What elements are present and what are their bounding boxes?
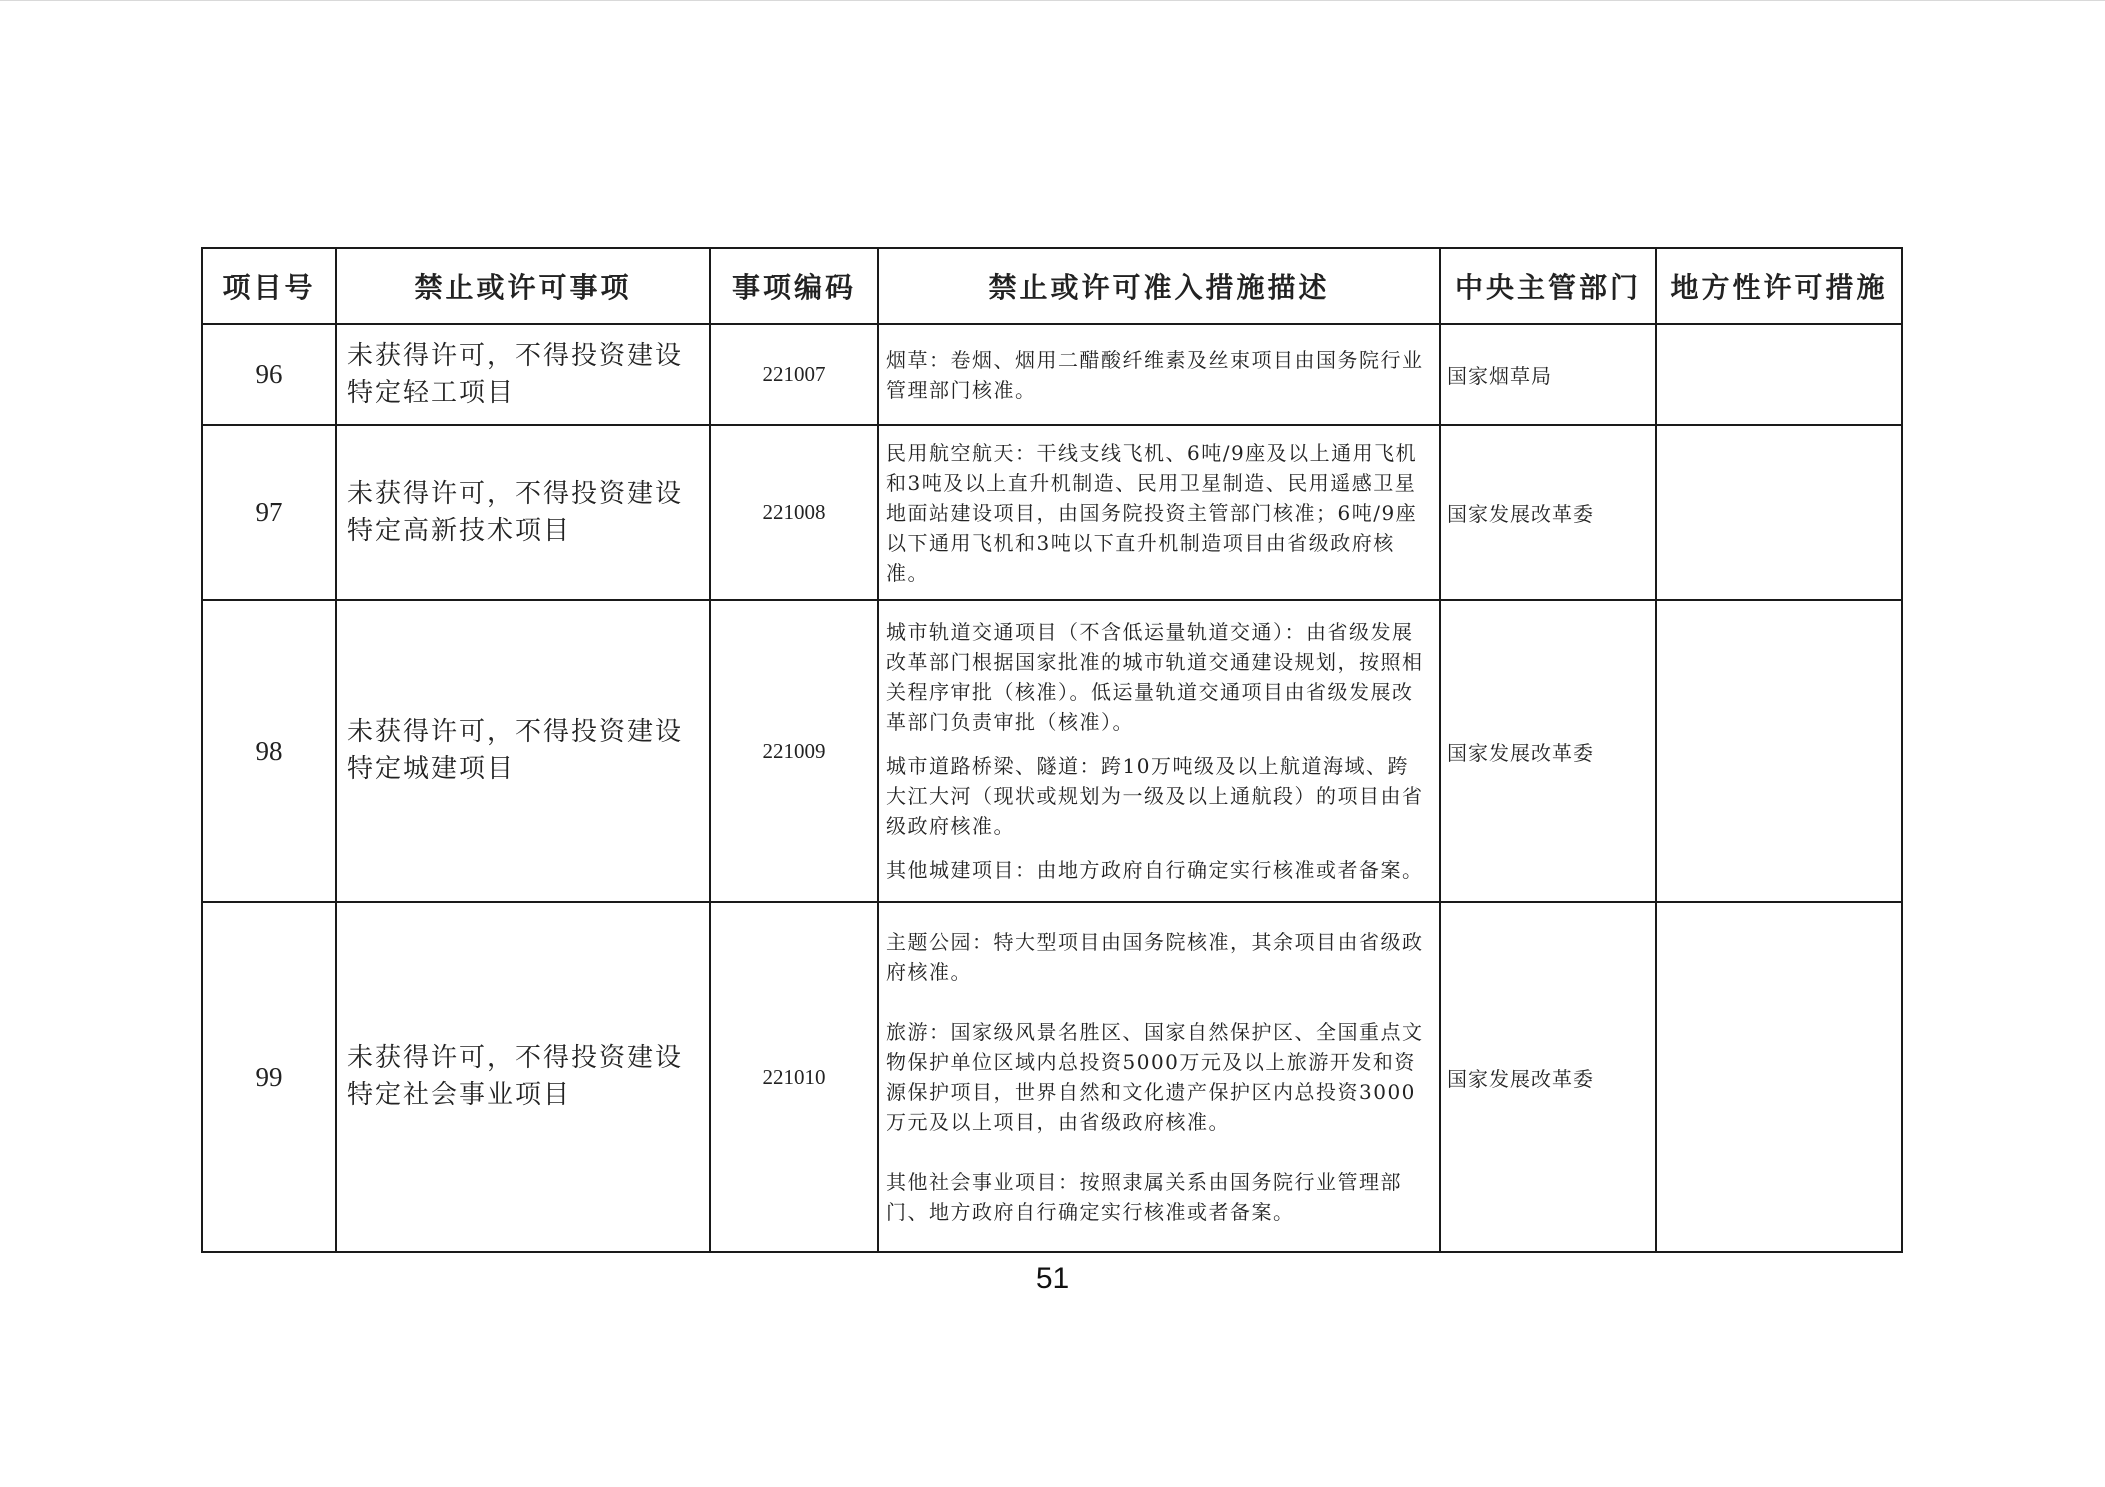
- measure-description: [878, 425, 1440, 600]
- item-name: 未获得许可，不得投资建设特定轻工项目: [336, 324, 710, 425]
- header-item: 禁止或许可事项: [336, 248, 710, 324]
- table-header-row: [202, 248, 1902, 324]
- table-row: [202, 600, 1902, 902]
- header-local-measures: 地方性许可措施: [1656, 248, 1902, 324]
- item-code: 221009: [710, 600, 878, 902]
- central-department: 国家烟草局: [1440, 324, 1656, 425]
- item-name: 未获得许可，不得投资建设特定城建项目: [336, 600, 710, 902]
- description-paragraph: 城市轨道交通项目（不含低运量轨道交通）：由省级发展改革部门根据国家批准的城市轨道交通建设规划，按照相关程序审批（核准）。低运量轨道交通项目由省级发展改革部门负责审批（核准）。: [886, 620, 1424, 734]
- local-measures: [1656, 425, 1902, 600]
- measure-description: [878, 324, 1440, 425]
- item-number: 98: [202, 600, 336, 902]
- local-measures: [1656, 600, 1902, 902]
- central-department: 国家发展改革委: [1440, 600, 1656, 902]
- page-number: 51: [1035, 1262, 1070, 1295]
- header-item-number: 项目号: [202, 248, 336, 324]
- table-row: [202, 324, 1902, 425]
- permit-table: [201, 247, 1903, 1253]
- item-name: 未获得许可，不得投资建设特定社会事业项目: [336, 902, 710, 1252]
- header-measure-description: 禁止或许可准入措施描述: [878, 248, 1440, 324]
- local-measures: [1656, 324, 1902, 425]
- table-row: [202, 425, 1902, 600]
- page-top-rule: [0, 0, 2105, 1]
- measure-description: [878, 600, 1440, 902]
- description-paragraph: 主题公园：特大型项目由国务院核准，其余项目由省级政府核准。: [886, 930, 1424, 984]
- description-paragraph: 旅游：国家级风景名胜区、国家自然保护区、全国重点文物保护单位区域内总投资5000万元及以上旅游开发和资源保护项目，世界自然和文化遗产保护区内总投资3000万元及以上项目，由省级政府核准。: [886, 1020, 1424, 1134]
- header-central-department: 中央主管部门: [1440, 248, 1656, 324]
- item-number: 99: [202, 902, 336, 1252]
- description-paragraph: 其他社会事业项目：按照隶属关系由国务院行业管理部门、地方政府自行确定实行核准或者备案。: [886, 1170, 1402, 1224]
- local-measures: [1656, 902, 1902, 1252]
- measure-description: [878, 902, 1440, 1252]
- item-name: 未获得许可，不得投资建设特定高新技术项目: [336, 425, 710, 600]
- item-number: 97: [202, 425, 336, 600]
- central-department: 国家发展改革委: [1440, 425, 1656, 600]
- table-row: [202, 902, 1902, 1252]
- description-paragraph: 城市道路桥梁、隧道：跨10万吨级及以上航道海域、跨大江大河（现状或规划为一级及以上通航段）的项目由省级政府核准。: [886, 754, 1424, 838]
- item-code: 221010: [710, 902, 878, 1252]
- description-paragraph: 烟草：卷烟、烟用二醋酸纤维素及丝束项目由国务院行业管理部门核准。: [886, 347, 1424, 402]
- description-paragraph: 其他城建项目：由地方政府自行确定实行核准或者备案。: [886, 858, 1424, 882]
- header-item-code: 事项编码: [710, 248, 878, 324]
- central-department: 国家发展改革委: [1440, 902, 1656, 1252]
- description-paragraph: 民用航空航天：干线支线飞机、6吨/9座及以上通用飞机和3吨及以上直升机制造、民用卫星制造、民用遥感卫星地面站建设项目，由国务院投资主管部门核准；6吨/9座以下通用飞机和3吨以下直升机制造项目由省级政府核准。: [886, 440, 1418, 585]
- item-number: 96: [202, 324, 336, 425]
- item-code: 221008: [710, 425, 878, 600]
- item-code: 221007: [710, 324, 878, 425]
